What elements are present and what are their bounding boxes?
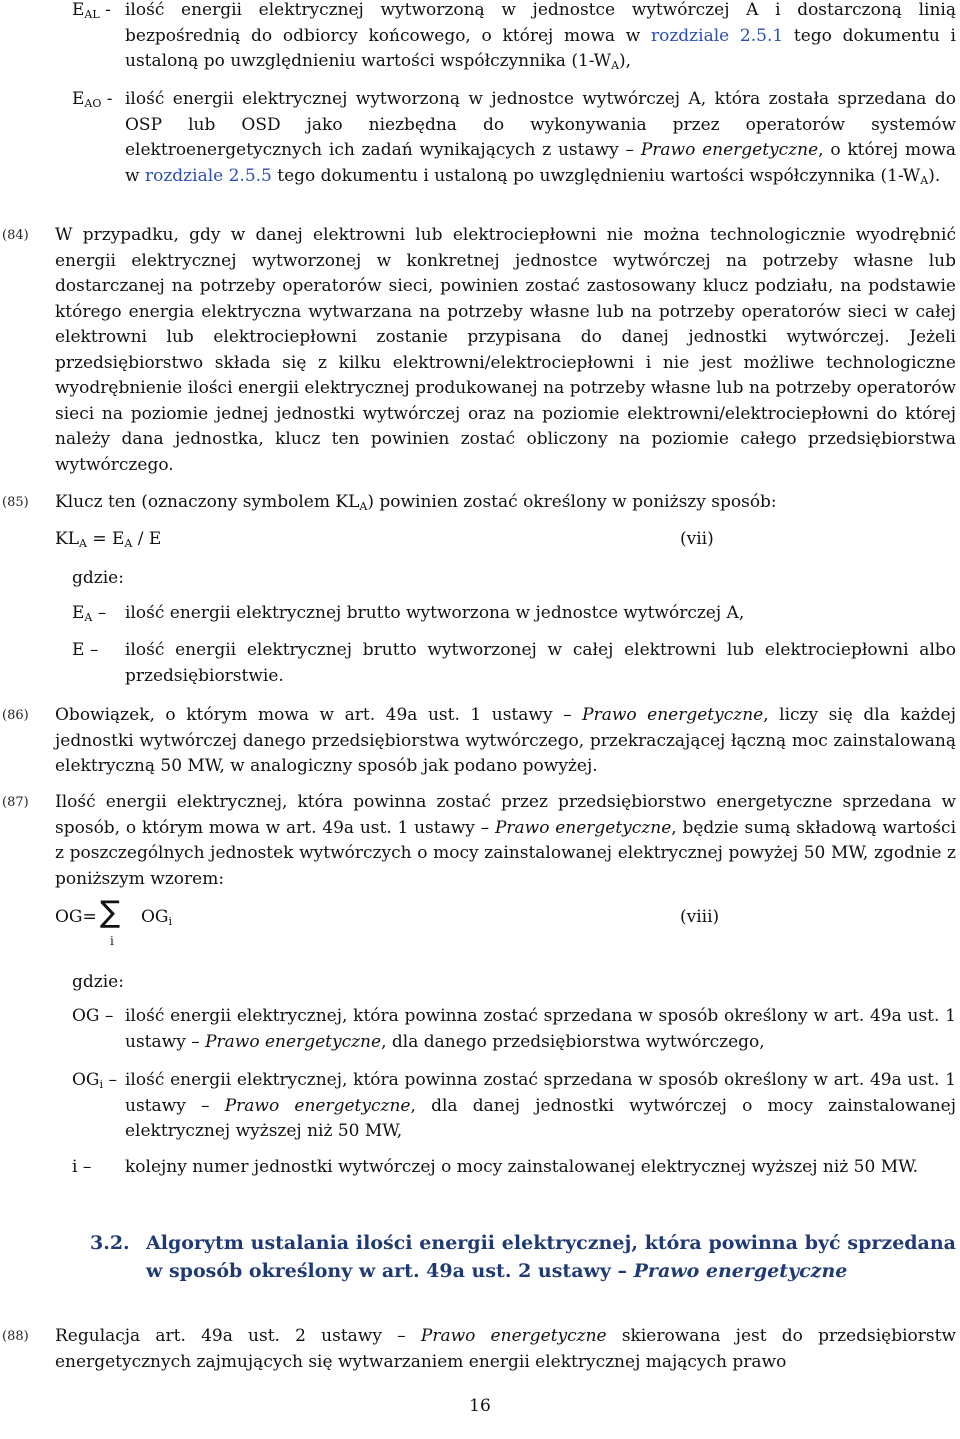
symbol-e-a: $E_A$ –: [72, 603, 107, 624]
definition-og-i: ilość energii elektrycznej, która powinna zostać sprzedana w sposób określony w art. 49a ust. 1 ustawy – Prawo energetyczne, dla danej jednostki wytwórczej o mocy zainstalowanej elektrycznej wyższej niż 50 MW,: [125, 1070, 957, 1141]
definition-e-al: ilość energii elektrycznej wytworzoną w jednostce wytwórczej A i dostarczoną linią bezpośrednią do odbiorcy końcowego, o której mowa w rozdziale 2.5.1 tego dokumentu i ustaloną po uwzględnieniu wartości współczynnika $(1-W_A)$,: [125, 0, 956, 72]
formula-vii-label: (vii): [680, 529, 714, 549]
symbol-e-ao: $E_{AO}$ -: [72, 89, 113, 110]
symbol-og: OG –: [72, 1006, 114, 1026]
paragraph-85: Klucz ten (oznaczony symbolem $KL_A$) powinien zostać określony w poniższy sposób:: [55, 492, 777, 513]
paragraph-number-86: (86): [2, 708, 29, 723]
definition-e-a: ilość energii elektrycznej brutto wytworzona w jednostce wytwórczej A,: [125, 603, 745, 623]
link-rozdzial-2-5-5[interactable]: rozdziale 2.5.5: [144, 165, 272, 186]
formula-vii: $KL_A = E_A / E$: [55, 529, 162, 550]
paragraph-84: W przypadku, gdy w danej elektrowni lub elektrociepłowni nie można technologicznie wyodrębnić energii elektrycznej wytworzonej w konkretnej jednostce wytwórczej na potrzeby własne lub dostarczanej na potrzeby operatorów sieci, powinien zostać zastosowany klucz podziału, na podstawie którego energia elektryczna wytwarzana na potrzeby własne lub na potrzeby operatorów sieci w całej elektrowni lub elektrociepłowni zostanie przypisana do danej jednostki wytwórczej. Jeżeli przedsiębiorstwo składa się z kilku elektrowni/elektrociepłowni i nie jest możliwe technologiczne wyodrębnienie ilości energii elektrycznej produkowanej na potrzeby własne lub na potrzeby operatorów sieci na poziomie jednej jednostki wytwórczej oraz na poziomie elektrowni/elektrociepłowni do której należy dana jednostka, klucz ten powinien zostać obliczony na poziomie całego przedsiębiorstwa wytwórczego.: [55, 225, 956, 475]
paragraph-number-84: (84): [2, 228, 29, 243]
paragraph-88: Regulacja art. 49a ust. 2 ustawy – Prawo energetyczne skierowana jest do przedsiębiorstw energetycznych zajmujących się wytwarzaniem energii elektrycznej mających prawo: [55, 1326, 956, 1372]
symbol-i: i –: [72, 1157, 92, 1177]
paragraph-number-87: (87): [2, 795, 29, 810]
definition-e: ilość energii elektrycznej brutto wytworzonej w całej elektrowni lub elektrociepłowni albo przedsiębiorstwie.: [125, 640, 956, 686]
link-rozdzial-2-5-1[interactable]: rozdziale 2.5.1: [650, 25, 784, 46]
section-number: 3.2.: [90, 1232, 130, 1254]
paragraph-number-85: (85): [2, 495, 29, 510]
definition-e-ao: ilość energii elektrycznej wytworzoną w jednostce wytwórczej A, która została sprzedana do OSP lub OSD jako niezbędna do wykonywania przez operatorów systemów elektroenergetycznych ich zadań wynikających z ustawy – Prawo energetyczne, o której mowa w rozdziale 2.5.5 tego dokumentu i ustaloną po uwzględnieniu wartości współczynnika $(1-W_A)$.: [125, 89, 957, 187]
gdzie-label-2: gdzie:: [72, 972, 124, 992]
symbol-e-al: $E_{AL}$ -: [72, 0, 111, 21]
formula-viii-label: (viii): [680, 907, 720, 927]
symbol-e: E –: [72, 640, 99, 660]
gdzie-label-1: gdzie:: [72, 568, 124, 588]
symbol-og-i: $OG_i$ –: [72, 1070, 117, 1091]
formula-viii-term: $OG_i$: [141, 907, 173, 928]
paragraph-87: Ilość energii elektrycznej, która powinna zostać przez przedsiębiorstwo energetyczne sprzedana w sposób, o którym mowa w art. 49a ust. 1 ustawy – Prawo energetyczne, będzie sumą składową wartości z poszczególnych jednostek wytwórczych o mocy zainstalowanej elektrycznej powyżej 50 MW, zgodnie z poniższym wzorem:: [55, 792, 957, 889]
definition-i: kolejny numer jednostki wytwórczej o mocy zainstalowanej elektrycznej wyższej niż 50 MW.: [125, 1157, 919, 1177]
sigma-index: i: [110, 934, 114, 948]
formula-viii-lhs: OG=: [55, 907, 97, 927]
paragraph-86: Obowiązek, o którym mowa w art. 49a ust. 1 ustawy – Prawo energetyczne, liczy się dla każdej jednostki wytwórczej danego przedsiębiorstwa wytwórczego, przekraczającej łączną moc zainstalowaną elektryczną 50 MW, w analogiczny sposób jak podano powyżej.: [55, 705, 957, 776]
paragraph-number-88: (88): [2, 1329, 29, 1344]
sigma-symbol: ∑: [100, 895, 121, 930]
page-number: 16: [469, 1396, 491, 1416]
section-heading: Algorytm ustalania ilości energii elektrycznej, która powinna być sprzedana w sposób określony w art. 49a ust. 2 ustawy – Prawo energetyczne: [146, 1232, 956, 1282]
definition-og: ilość energii elektrycznej, która powinna zostać sprzedana w sposób określony w art. 49a ust. 1 ustawy – Prawo energetyczne, dla danego przedsiębiorstwa wytwórczego,: [125, 1006, 956, 1052]
